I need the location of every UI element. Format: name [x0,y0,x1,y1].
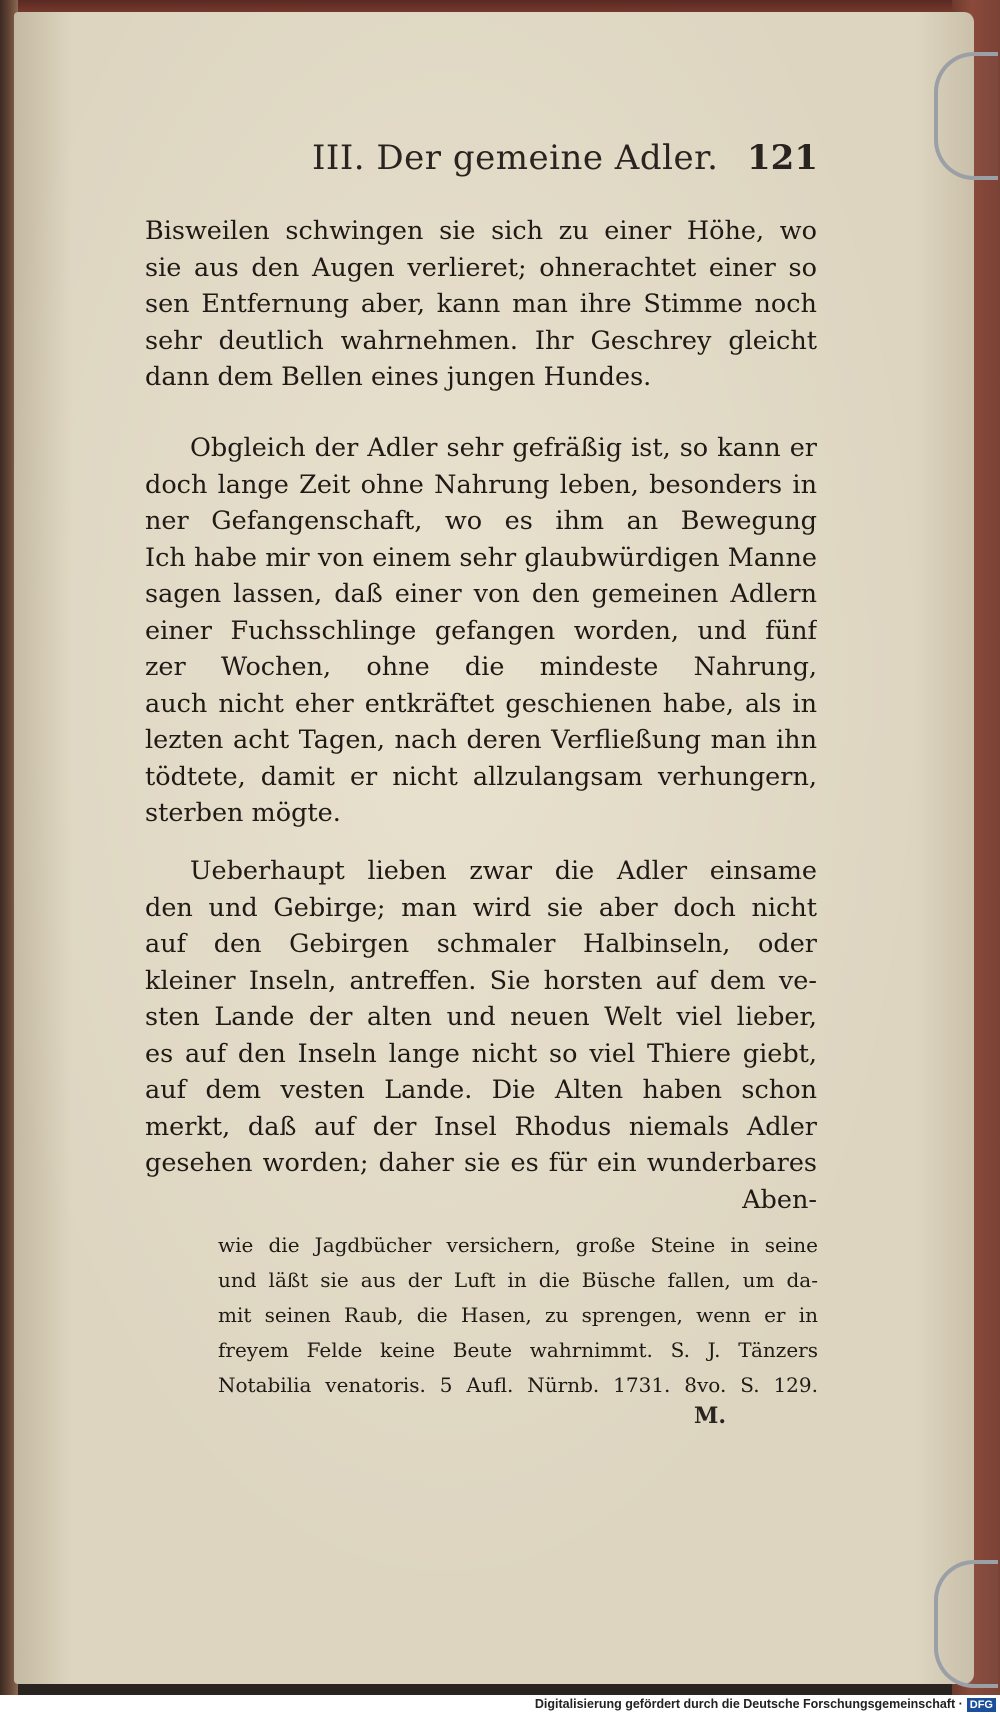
paragraph-2 [145,430,817,832]
text-line: sie aus den Augen verlieret; ohnerachtet einer so [145,252,817,283]
page-clip-top [934,52,998,180]
dfg-logo: DFG [967,1698,996,1712]
text-line: gesehen worden; daher sie es für ein wunderbares [145,1148,817,1178]
footnote-line: mit seinen Raub, die Hasen, zu sprengen, wenn er in [218,1303,818,1327]
text-line: sterben mögte. [145,798,341,828]
text-line: auf den Gebirgen schmaler Halbinseln, oder [145,929,817,959]
text-line: sagen lassen, daß einer von den gemeinen Adlern [145,579,817,609]
catchword: M. [694,1403,727,1429]
footnote-line: und läßt sie aus der Luft in die Büsche fallen, um da- [218,1268,818,1292]
text-line: Obgleich der Adler sehr gefräßig ist, so kann er [190,433,817,463]
text-line: merkt, daß auf der Insel Rhodus niemals Adler [145,1111,817,1142]
credit-bar [0,1695,1000,1713]
text-line: sten Lande der alten und neuen Welt viel lieber, [145,1002,817,1032]
text-line: zer Wochen, ohne die mindeste Nahrung, [145,652,817,682]
text-line: Bisweilen schwingen sie sich zu einer Höhe, wo [145,216,817,246]
text-line: kleiner Inseln, antreffen. Sie horsten auf dem ve- [145,965,817,996]
footnote [218,1228,818,1403]
text-line: Ueberhaupt lieben zwar die Adler einsame [190,856,817,886]
credit-text: Digitalisierung gefördert durch die Deutsche Forschungsgemeinschaft · [534,1697,963,1711]
text-line: sen Entfernung aber, kann man ihre Stimme noch [145,289,817,319]
text-line: einer Fuchsschlinge gefangen worden, und fünf [145,615,817,646]
text-line: dann dem Bellen eines jungen Hundes. [145,362,652,392]
text-line: tödtete, damit er nicht allzulangsam verhungern, [145,761,817,792]
text-line: auf dem vesten Lande. Die Alten haben schon [145,1075,817,1105]
text-line: doch lange Zeit ohne Nahrung leben, besonders in [145,469,817,500]
digitization-credit [535,1695,996,1713]
page-number: 121 [747,138,818,178]
text-line: sehr deutlich wahrnehmen. Ihr Geschrey gleicht [145,325,817,356]
text-line: auch nicht eher entkräftet geschienen habe, als in [145,688,817,719]
text-line: lezten acht Tagen, nach deren Verfließung man ihn [145,725,817,755]
text-line: ner Gefangenschaft, wo es ihm an Bewegung [145,506,817,536]
paragraph-1 [145,213,817,396]
footnote-line: Notabilia venatoris. 5 Aufl. Nürnb. 1731. 8vo. S. 129. [218,1373,818,1397]
text-line: Aben- [742,1184,817,1215]
text-line: es auf den Inseln lange nicht so viel Thiere giebt, [145,1038,817,1069]
text-line: den und Gebirge; man wird sie aber doch nicht [145,892,817,923]
running-header [312,138,818,198]
running-title: III. Der gemeine Adler. [312,138,719,178]
paragraph-3 [145,853,817,1218]
text-line: Ich habe mir von einem sehr glaubwürdigen Manne [145,542,817,573]
footnote-line: freyem Felde keine Beute wahrnimmt. S. J. Tänzers [218,1338,818,1362]
footnote-line: wie die Jagdbücher versichern, große Steine in seine [218,1233,818,1257]
page-clip-bottom [934,1560,998,1688]
